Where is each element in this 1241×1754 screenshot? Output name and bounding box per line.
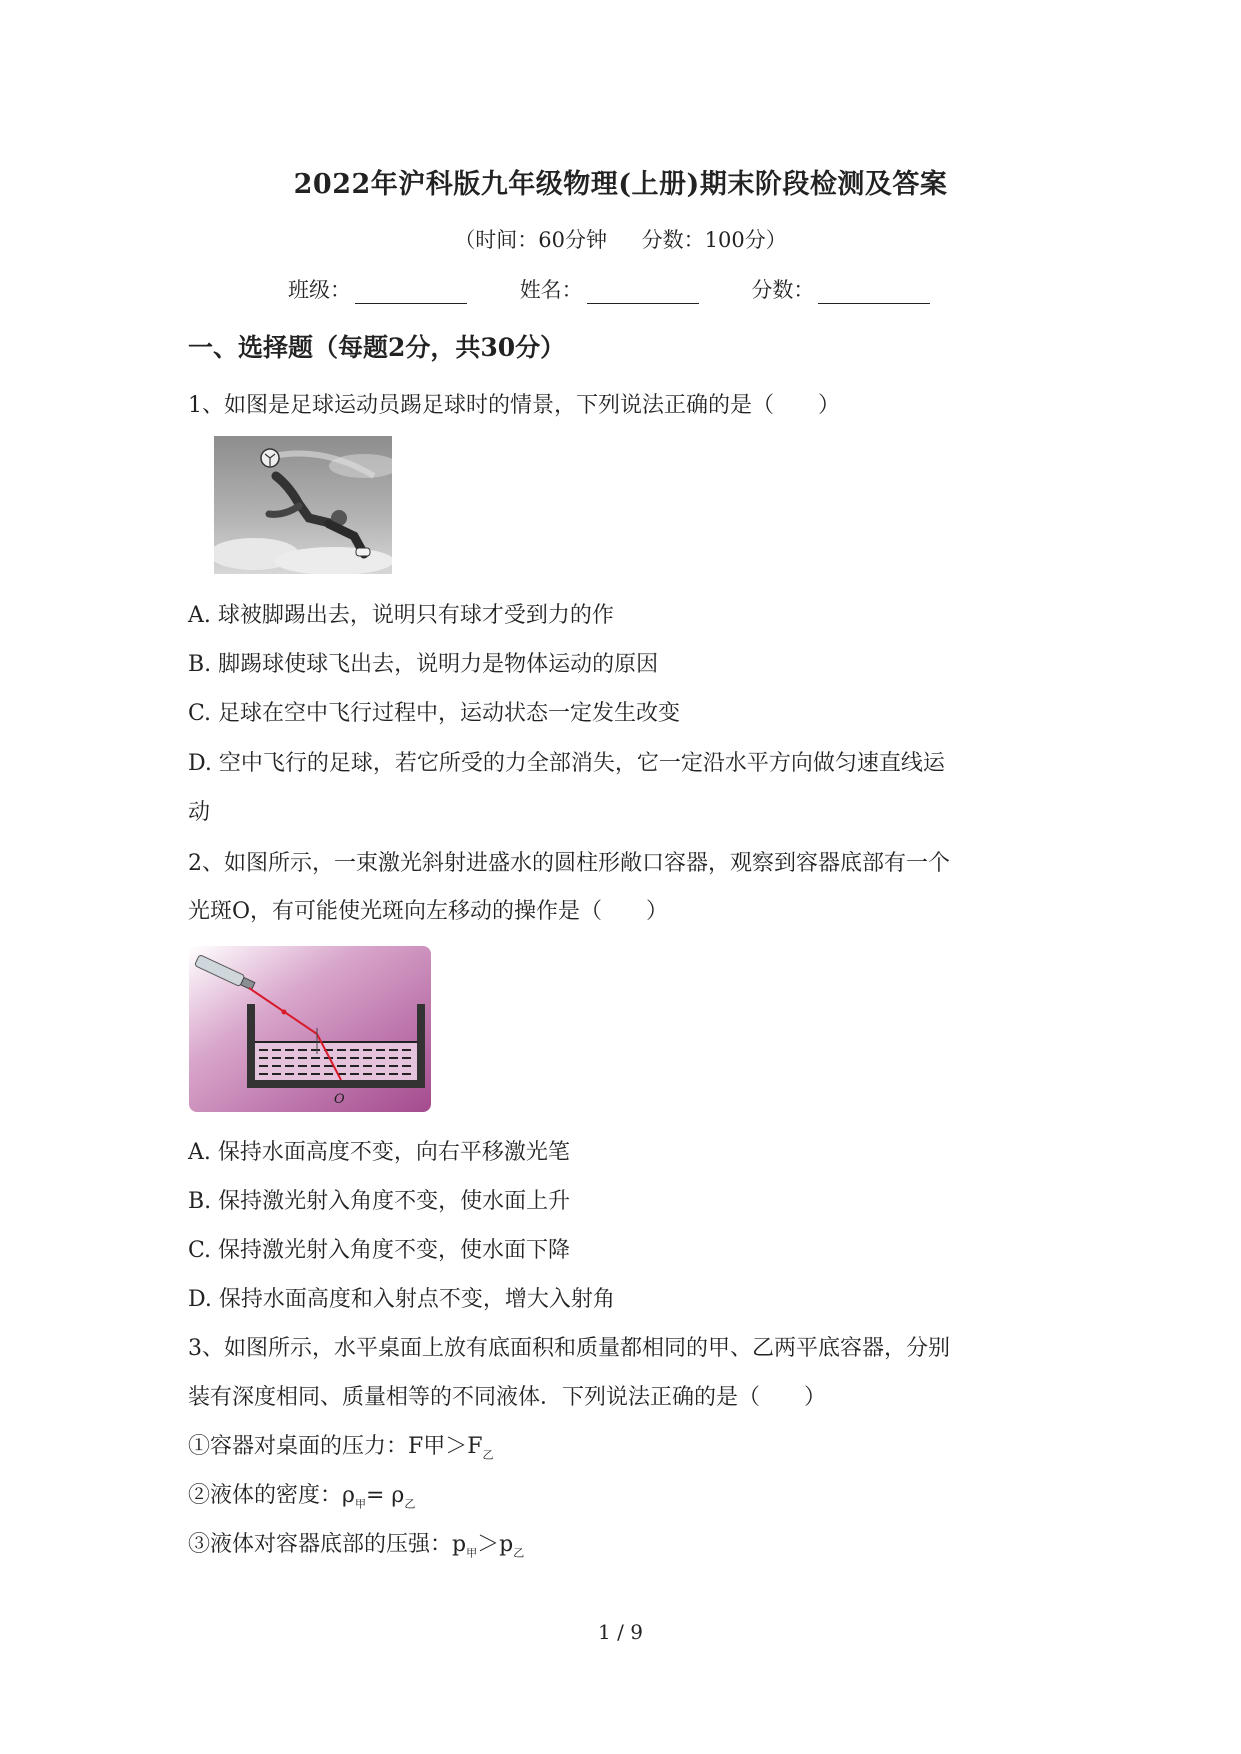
q2-stem-line2: 光斑O，有可能使光斑向左移动的操作是（ ） bbox=[188, 899, 669, 924]
time-limit: （时间：60分钟 bbox=[454, 228, 607, 252]
q3-s2-sub1: 甲 bbox=[354, 1497, 366, 1511]
q2-option-a: A. 保持水面高度不变，向右平移激光笔 bbox=[188, 1140, 570, 1165]
q3-statement-2 bbox=[188, 1478, 415, 1511]
name-blank bbox=[587, 279, 699, 304]
q3-statement-1 bbox=[188, 1429, 494, 1462]
score-field bbox=[751, 274, 930, 304]
score-blank bbox=[818, 279, 930, 304]
q2-option-b: B. 保持激光射入角度不变，使水面上升 bbox=[188, 1189, 571, 1214]
q2-stem-line1: 2、如图所示，一束激光斜射进盛水的圆柱形敞口容器，观察到容器底部有一个 bbox=[188, 851, 950, 876]
q1-option-b: B. 脚踢球使球飞出去，说明力是物体运动的原因 bbox=[188, 652, 659, 677]
name-label: 姓名： bbox=[519, 278, 583, 302]
q3-s3-text: ③液体对容器底部的压强：p bbox=[188, 1532, 467, 1557]
q3-stem-line1: 3、如图所示，水平桌面上放有底面积和质量都相同的甲、乙两平底容器，分别 bbox=[188, 1336, 950, 1361]
student-info bbox=[288, 274, 976, 304]
class-blank bbox=[355, 279, 467, 304]
q3-s3-mid: ＞p bbox=[477, 1532, 514, 1557]
q3-s1-sub: 乙 bbox=[482, 1448, 494, 1462]
q2-option-d: D. 保持水面高度和入射点不变，增大入射角 bbox=[188, 1287, 615, 1312]
name-field bbox=[520, 274, 699, 304]
total-score: 分数：100分） bbox=[641, 228, 787, 252]
q3-s2-text: ②液体的密度：ρ bbox=[188, 1483, 355, 1508]
q1-option-d: D. 空中飞行的足球，若它所受的力全部消失，它一定沿水平方向做匀速直线运 bbox=[188, 751, 945, 776]
page-number: 1 / 9 bbox=[598, 1620, 643, 1644]
laser-container-figure bbox=[189, 946, 431, 1112]
q3-s3-sub2: 乙 bbox=[513, 1546, 525, 1560]
q3-s2-mid: = ρ bbox=[365, 1483, 405, 1508]
doc-title: 2022年沪科版九年级物理(上册)期末阶段检测及答案 bbox=[293, 169, 948, 200]
exam-meta bbox=[0, 224, 1241, 254]
q3-stem-line2: 装有深度相同、质量相等的不同液体．下列说法正确的是（ ） bbox=[188, 1385, 827, 1410]
q2-option-c: C. 保持激光射入角度不变，使水面下降 bbox=[188, 1238, 571, 1263]
q1-option-d-cont: 动 bbox=[188, 800, 211, 825]
q1-option-c: C. 足球在空中飞行过程中，运动状态一定发生改变 bbox=[188, 701, 681, 726]
q3-s1-text: ①容器对桌面的压力：F甲＞F bbox=[188, 1434, 483, 1459]
score-label: 分数： bbox=[751, 278, 815, 302]
section-heading: 一、选择题（每题2分，共30分） bbox=[188, 333, 566, 362]
class-label: 班级： bbox=[288, 278, 351, 302]
q3-statement-3 bbox=[188, 1527, 524, 1560]
q3-s3-sub1: 甲 bbox=[466, 1546, 478, 1560]
soccer-player-image bbox=[214, 436, 392, 574]
q1-stem: 1、如图是足球运动员踢足球时的情景，下列说法正确的是（ ） bbox=[188, 393, 840, 418]
spot-label: O bbox=[334, 1092, 345, 1107]
q3-s2-sub2: 乙 bbox=[404, 1497, 416, 1511]
q1-option-a: A. 球被脚踢出去，说明只有球才受到力的作 bbox=[188, 603, 614, 628]
class-field bbox=[288, 274, 467, 304]
